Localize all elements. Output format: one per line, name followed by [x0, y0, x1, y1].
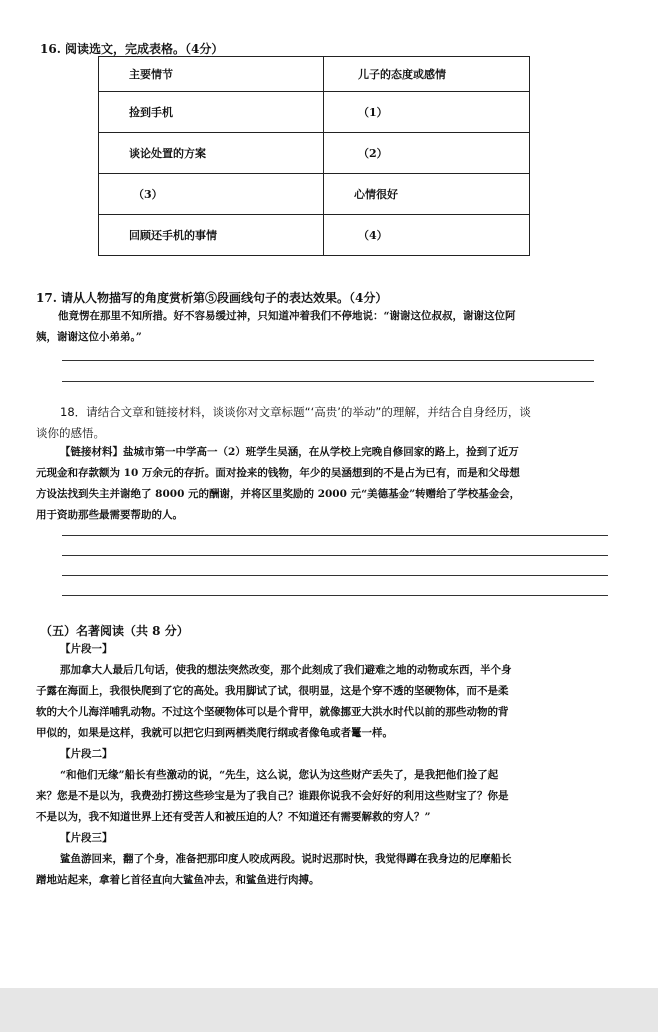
section-5-title: （五）名著阅读（共 8 分） — [40, 624, 189, 638]
excerpt-1-line: 子露在海面上，我很快爬到了它的高处。我用脚试了试，很明显，这是个穿不透的坚硬物体，而不是柔 — [36, 685, 509, 697]
link-material-line: 用于资助那些最需要帮助的人。 — [36, 509, 183, 521]
excerpt-1-line: 那加拿大人最后几句话，使我的想法突然改变，那个此刻成了我们避难之地的动物或东西，半个身 — [60, 664, 512, 676]
answer-line — [62, 595, 608, 596]
excerpt-3-label: 【片段三】 — [60, 832, 113, 844]
link-material-line: 元现金和存款额为 10 万余元的存折。面对捡来的钱物，年少的吴涵想到的不是占为已有，而是和父母想 — [36, 467, 520, 479]
plot-attitude-table — [98, 56, 530, 256]
excerpt-3-line: 蹭地站起来，拿着匕首径直向大鲨鱼冲去，和鲨鱼进行肉搏。 — [36, 874, 320, 886]
scan-bottom-margin — [0, 988, 658, 1032]
question-16-title: 16. 阅读选文，完成表格。（4分） — [40, 42, 224, 56]
answer-line — [62, 575, 608, 576]
table-row — [99, 92, 530, 133]
excerpt-2-line: 不是以为，我不知道世界上还有受苦人和被压迫的人？不知道还有需要解救的穷人？” — [36, 811, 431, 823]
table-cell: （3） — [99, 174, 324, 215]
table-cell: 心情很好 — [324, 174, 530, 215]
table-row — [99, 215, 530, 256]
link-material-line: 方设法找到失主并谢绝了 8000 元的酬谢，并将区里奖励的 2000 元“美德基金”转赠给了学校基金会， — [36, 488, 521, 500]
answer-line — [62, 535, 608, 536]
answer-line — [62, 360, 594, 361]
excerpt-1-line: 软的大个儿海洋哺乳动物。不过这个坚硬物体可以是个背甲，就像挪亚大洪水时代以前的那些动物的背 — [36, 706, 509, 718]
table-header-cell: 主要情节 — [99, 57, 324, 92]
excerpt-2-line: 来？您是不是以为，我费劲打捞这些珍宝是为了我自己？谁跟你说我不会好好的利用这些财宝了？你是 — [36, 790, 509, 802]
question-17-title: 17. 请从人物描写的角度赏析第⑤段画线句子的表达效果。（4分） — [36, 291, 388, 305]
excerpt-1-label: 【片段一】 — [60, 643, 113, 655]
link-material-line: 【链接材料】盐城市第一中学高一（2）班学生吴涵，在从学校上完晚自修回家的路上，捡到了近万 — [60, 446, 519, 458]
excerpt-1-line: 甲似的，如果是这样，我就可以把它归到两栖类爬行纲或者像龟或者鼍一样。 — [36, 727, 393, 739]
table-cell: （1） — [324, 92, 530, 133]
table-row — [99, 133, 530, 174]
question-17-quote-line: 他竟愣在那里不知所措。好不容易缓过神，只知道冲着我们不停地说：“谢谢这位叔叔，谢谢这位阿 — [58, 310, 516, 322]
question-18-title: 谈你的感悟。 — [36, 426, 105, 440]
table-cell: （2） — [324, 133, 530, 174]
question-17-quote-line: 姨，谢谢这位小弟弟。” — [36, 331, 142, 343]
excerpt-2-line: “和他们无缘”船长有些激动的说，“先生，这么说，您认为这些财产丢失了，是我把他们捡了起 — [60, 769, 499, 781]
table-cell: （4） — [324, 215, 530, 256]
answer-line — [62, 555, 608, 556]
excerpt-2-label: 【片段二】 — [60, 748, 113, 760]
table-cell: 捡到手机 — [99, 92, 324, 133]
table-cell: 回顾还手机的事情 — [99, 215, 324, 256]
excerpt-3-line: 鲨鱼游回来，翻了个身，准备把那印度人咬成两段。说时迟那时快，我觉得蹲在我身边的尼摩船长 — [60, 853, 512, 865]
answer-line — [62, 381, 594, 382]
table-row — [99, 174, 530, 215]
table-header-row — [99, 57, 530, 92]
question-18-title: 18．请结合文章和链接材料，谈谈你对文章标题“‘高贵’的举动”的理解，并结合自身经历，谈 — [60, 405, 531, 419]
table-header-cell: 儿子的态度或感情 — [324, 57, 530, 92]
table-cell: 谈论处置的方案 — [99, 133, 324, 174]
